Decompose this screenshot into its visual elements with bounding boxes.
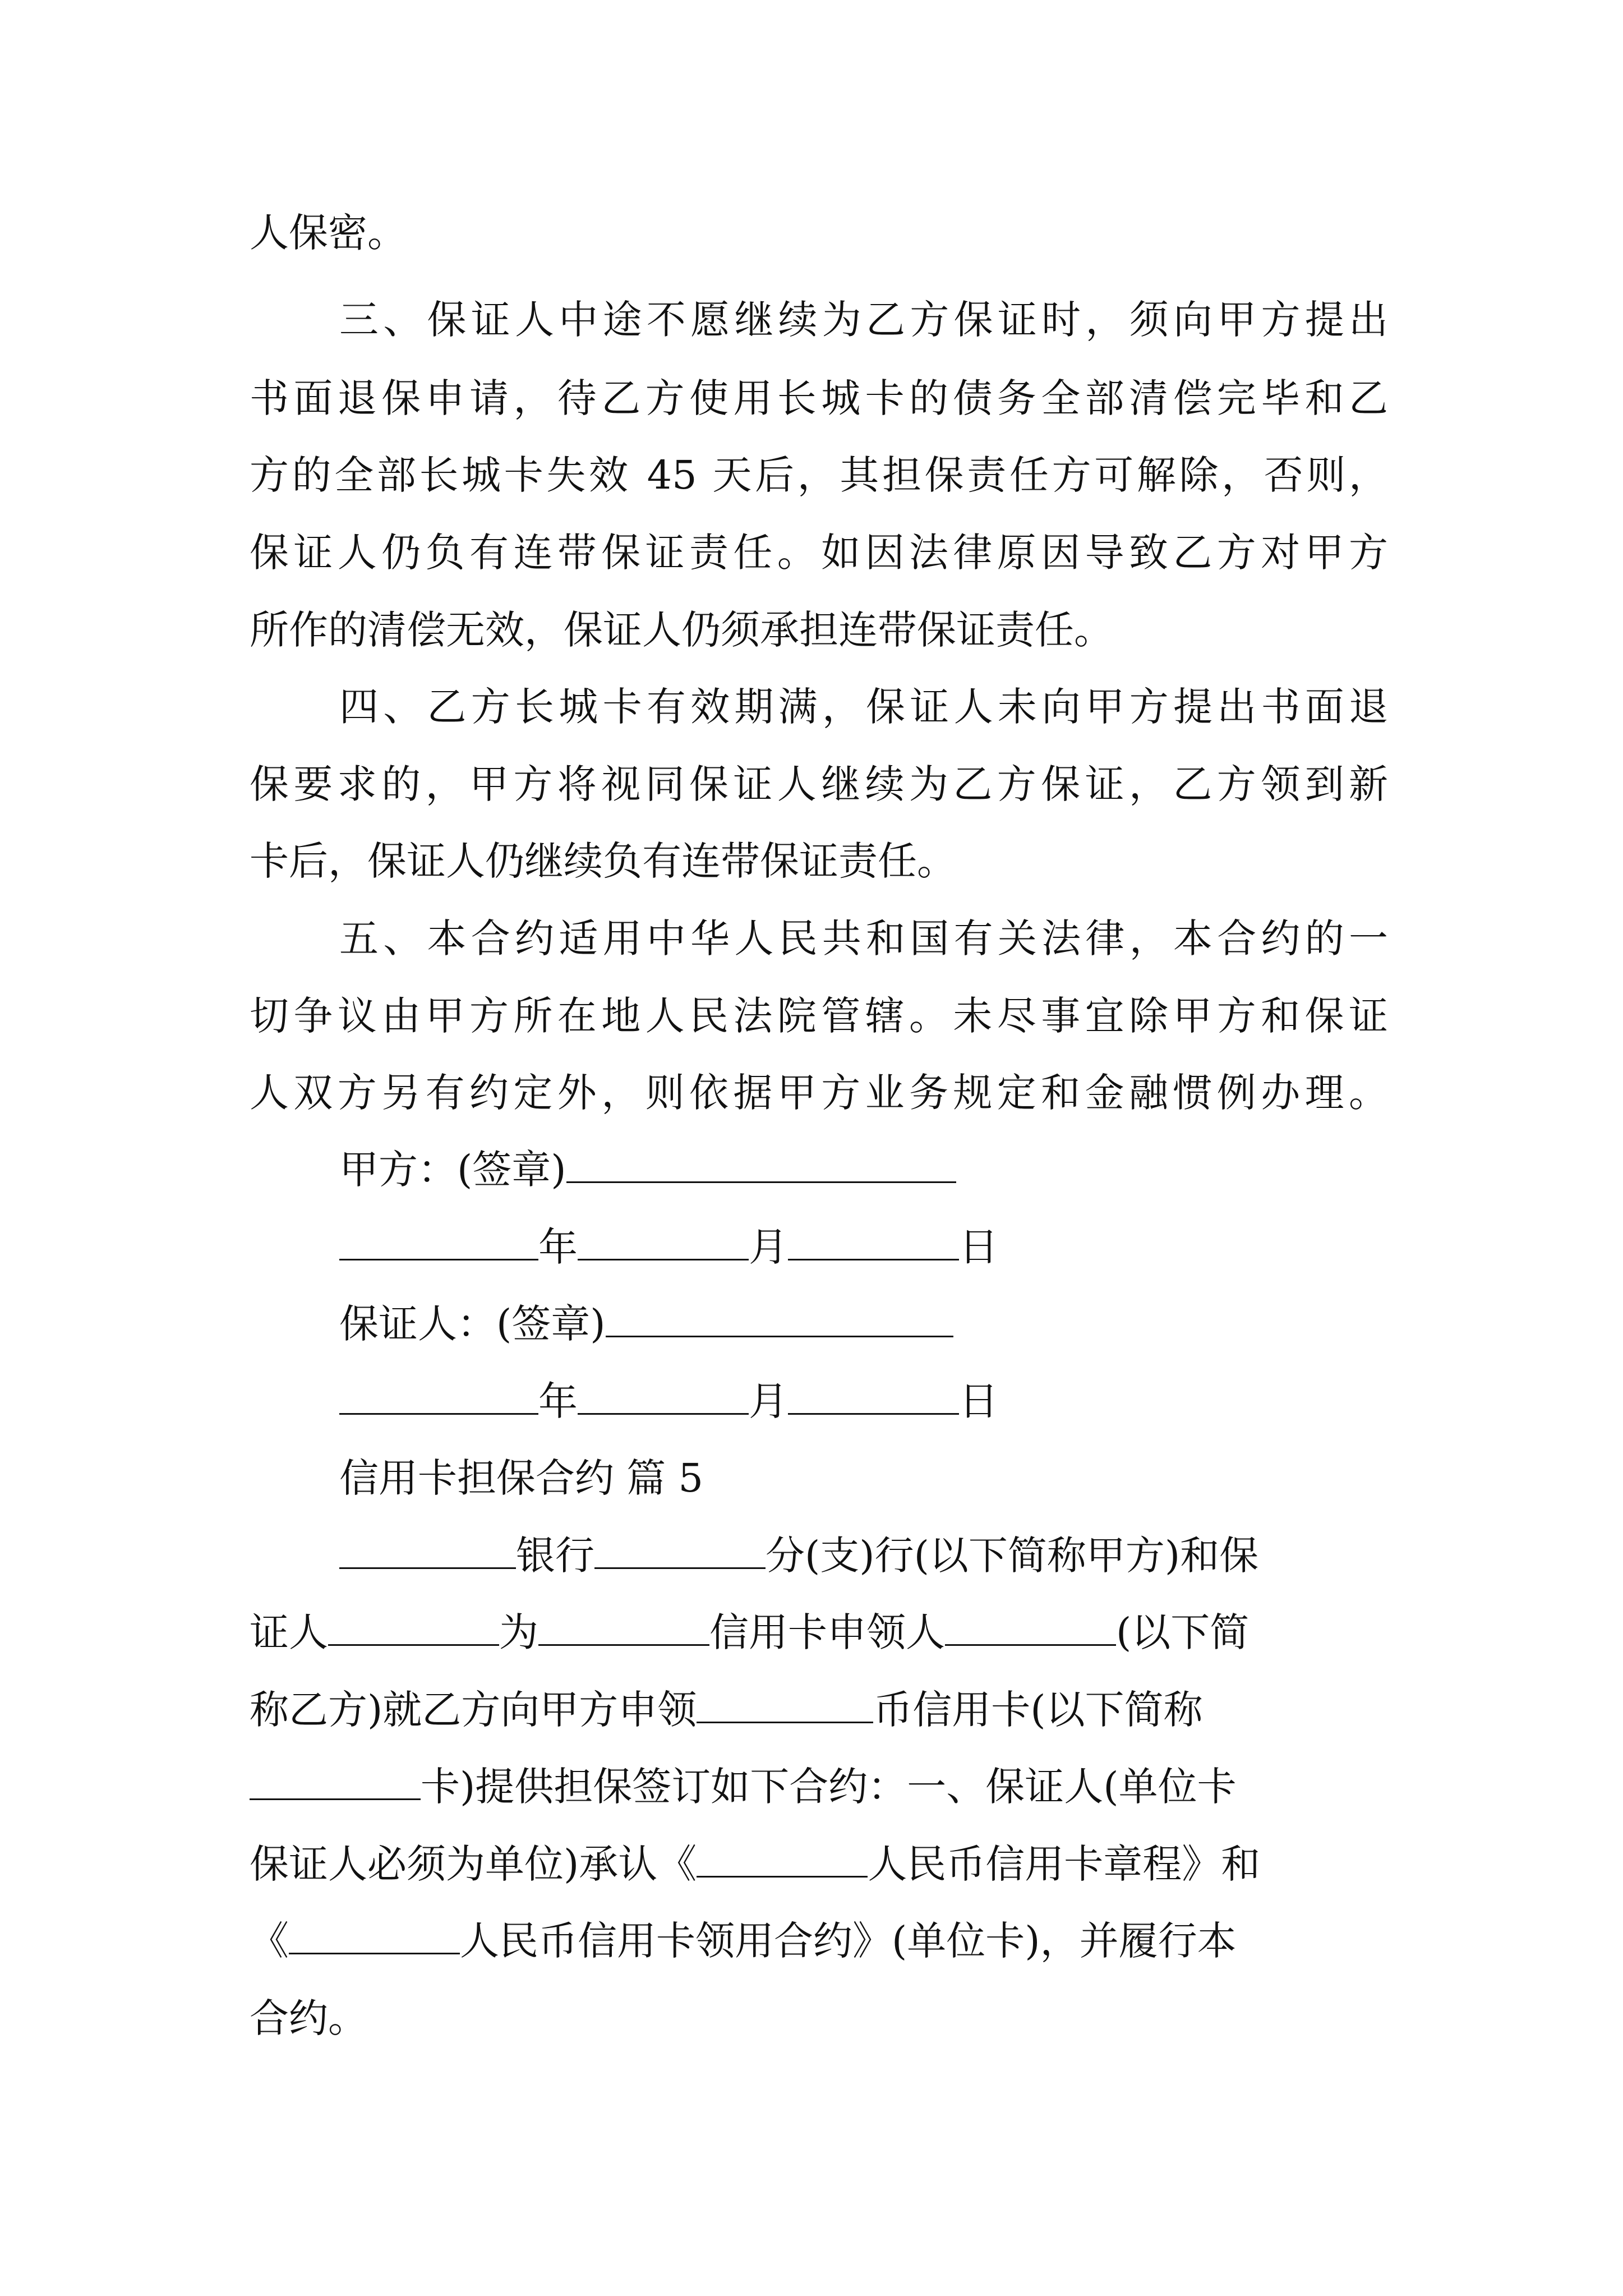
paragraph-text: 切争议由甲方所在地人民法院管辖。未尽事宜除甲方和保证 — [250, 993, 1388, 1039]
signature-line-party-a — [0, 1139, 1623, 1200]
date-line — [0, 1216, 1623, 1278]
text-line — [0, 1756, 1623, 1818]
text-line — [0, 830, 1623, 892]
text-line — [0, 908, 1623, 969]
card-name-blank — [250, 1766, 421, 1800]
paragraph-text: 人民币信用卡领用合约》(单位卡)，并履行本 — [460, 1918, 1237, 1964]
currency-blank — [697, 1689, 873, 1723]
paragraph-text: 为 — [499, 1609, 538, 1655]
day-label: 日 — [959, 1378, 998, 1424]
text-line — [0, 599, 1623, 661]
text-line — [0, 1602, 1623, 1663]
party-a-signature-label: 甲方：(签章) — [339, 1147, 566, 1193]
year-label: 年 — [538, 1224, 578, 1270]
paragraph-text: 合约。 — [250, 1995, 367, 2041]
paragraph-text: 证人 — [250, 1609, 328, 1655]
guarantor-signature-label: 保证人：(签章) — [339, 1301, 606, 1347]
paragraph-text: 《 — [250, 1918, 289, 1964]
paragraph-text: 五、本合约适用中华人民共和国有关法律，本合约的一 — [339, 915, 1388, 961]
paragraph-text: 四、乙方长城卡有效期满，保证人未向甲方提出书面退 — [339, 684, 1388, 730]
text-line — [0, 367, 1623, 429]
paragraph-text: 保证人仍负有连带保证责任。如因法律原因导致乙方对甲方 — [250, 530, 1388, 576]
paragraph-text: 书面退保申请，待乙方使用长城卡的债务全部清偿完毕和乙 — [250, 375, 1388, 421]
paragraph-text: 信用卡申领人 — [709, 1609, 945, 1655]
paragraph-text: 卡后，保证人仍继续负有连带保证责任。 — [250, 838, 956, 884]
paragraph-text: 三、保证人中途不愿继续为乙方保证时，须向甲方提出 — [339, 297, 1388, 343]
text-line — [0, 202, 1623, 264]
paragraph-text: 人保密。 — [250, 210, 407, 256]
section-heading — [0, 1447, 1623, 1509]
paragraph-text: 人双方另有约定外，则依据甲方业务规定和金融惯例办理。 — [250, 1070, 1388, 1116]
paragraph-text: 所作的清偿无效，保证人仍须承担连带保证责任。 — [250, 607, 1113, 653]
agreement-blank — [289, 1920, 460, 1954]
date-line — [0, 1370, 1623, 1432]
day-label: 日 — [959, 1224, 998, 1270]
text-line — [0, 1679, 1623, 1741]
text-line — [0, 1062, 1623, 1124]
month-label: 月 — [749, 1224, 788, 1270]
paragraph-text: 人民币信用卡章程》和 — [868, 1841, 1261, 1887]
text-line — [0, 753, 1623, 815]
text-line — [0, 444, 1623, 506]
guarantor-name-blank — [328, 1612, 499, 1646]
text-line — [0, 676, 1623, 738]
day-blank — [788, 1226, 959, 1260]
month-blank — [578, 1226, 749, 1260]
text-line — [0, 1833, 1623, 1895]
paragraph-text: 保要求的，甲方将视同保证人继续为乙方保证，乙方领到新 — [250, 761, 1388, 807]
paragraph-text: 称乙方)就乙方向甲方申领 — [250, 1687, 697, 1733]
day-blank — [788, 1381, 959, 1415]
paragraph-text: 分(支)行(以下简称甲方)和保 — [766, 1533, 1259, 1579]
text-line — [0, 522, 1623, 583]
year-label: 年 — [538, 1378, 578, 1424]
bank-label: 银行 — [516, 1533, 594, 1579]
signature-line-guarantor — [0, 1293, 1623, 1355]
paragraph-text: 卡)提供担保签订如下合约：一、保证人(单位卡 — [421, 1764, 1237, 1810]
month-label: 月 — [749, 1378, 788, 1424]
applicant-name-blank — [945, 1612, 1116, 1646]
paragraph-text: (以下简 — [1116, 1609, 1249, 1655]
paragraph-text: 方的全部长城卡失效 45 天后，其担保责任方可解除，否则， — [250, 452, 1388, 498]
year-blank — [339, 1226, 538, 1260]
text-line — [0, 1525, 1623, 1586]
signature-blank — [566, 1149, 956, 1183]
text-line — [0, 1987, 1623, 2049]
branch-name-blank — [594, 1535, 766, 1569]
text-line — [0, 985, 1623, 1047]
year-blank — [339, 1381, 538, 1415]
applicant-blank — [538, 1612, 709, 1646]
text-line — [0, 289, 1623, 351]
section-title: 信用卡担保合约 篇 5 — [339, 1455, 704, 1501]
bank-name-blank — [339, 1535, 516, 1569]
month-blank — [578, 1381, 749, 1415]
charter-blank — [697, 1843, 868, 1878]
paragraph-text: 币信用卡(以下简称 — [873, 1687, 1203, 1733]
signature-blank — [606, 1303, 953, 1337]
paragraph-text: 保证人必须为单位)承认《 — [250, 1841, 697, 1887]
text-line — [0, 1910, 1623, 1972]
